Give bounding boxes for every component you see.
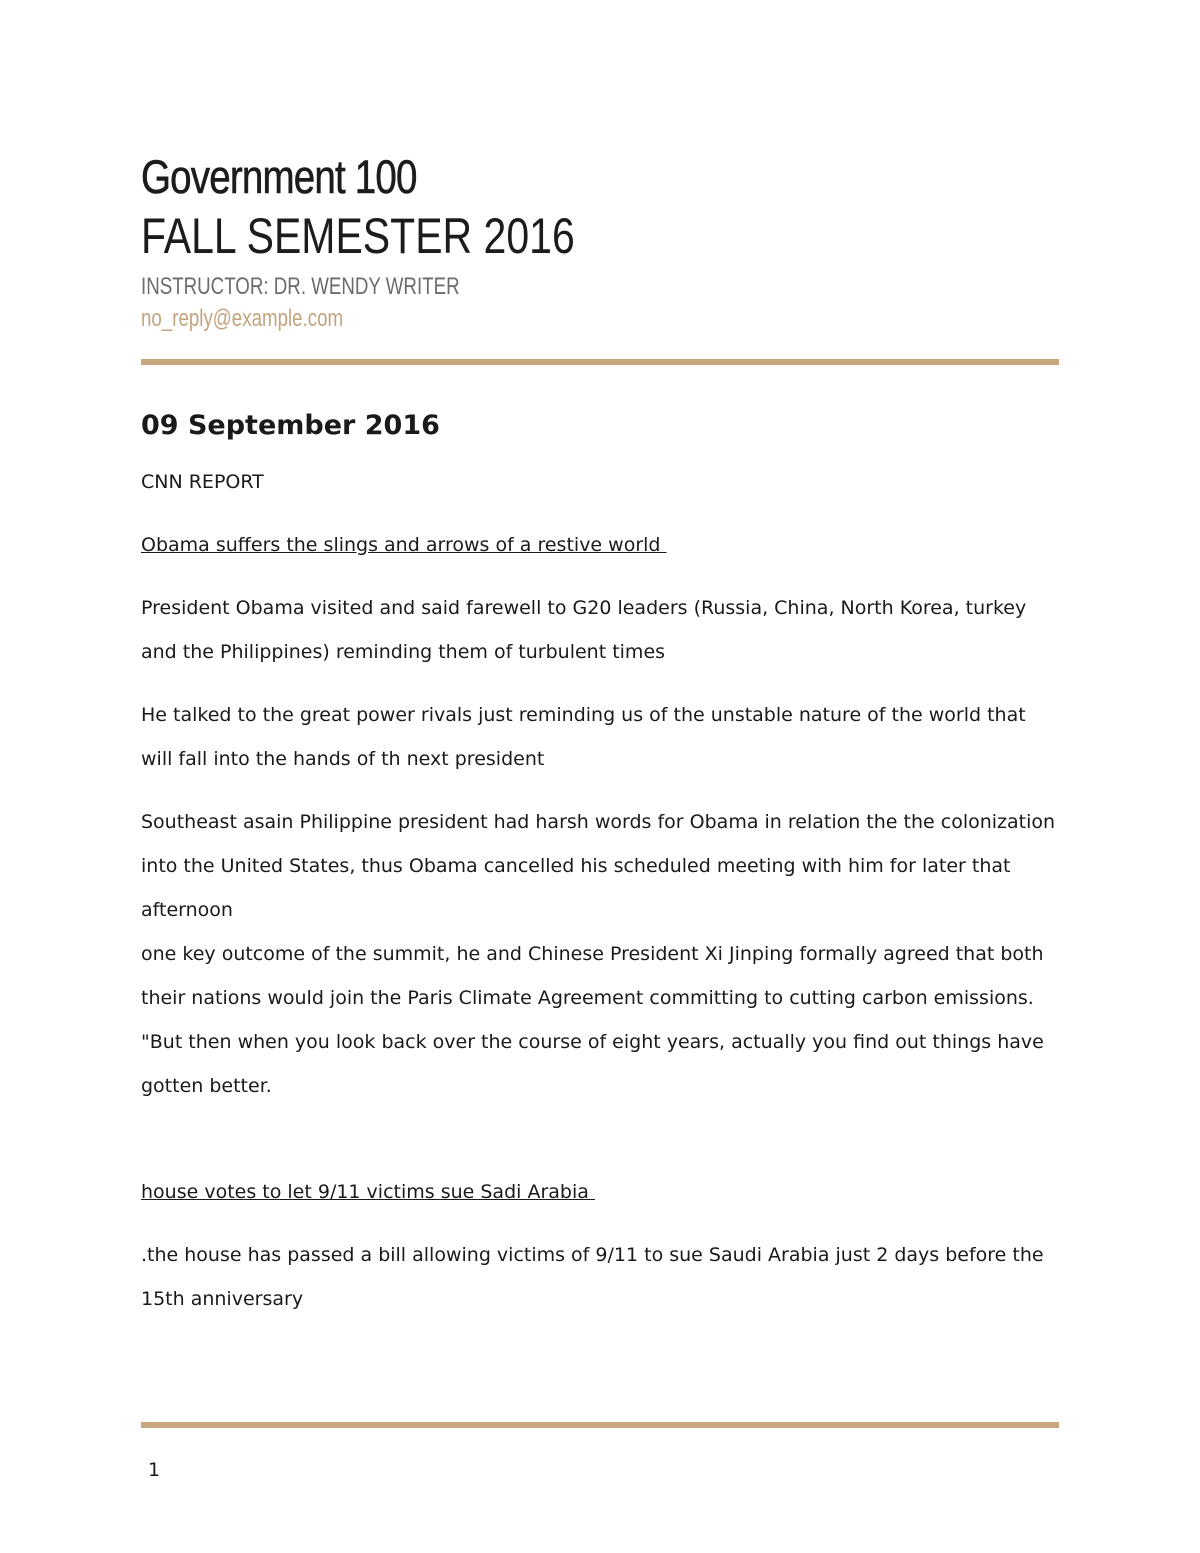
source-label: CNN REPORT bbox=[141, 471, 264, 493]
date-heading: 09 September 2016 bbox=[141, 410, 440, 441]
semester-title: FALL SEMESTER 2016 bbox=[141, 208, 575, 264]
article-headline: Obama suffers the slings and arrows of a restive world bbox=[141, 534, 667, 556]
article-paragraph: .the house has passed a bill allowing victims of 9/11 to sue Saudi Arabia just 2 days before the 15th anniversary bbox=[141, 1244, 1044, 1310]
footer-divider bbox=[141, 1422, 1059, 1428]
instructor-name: INSTRUCTOR: DR. WENDY WRITER bbox=[141, 273, 460, 300]
header-divider bbox=[141, 359, 1059, 365]
article-paragraph: He talked to the great power rivals just reminding us of the unstable nature of the world that will fall into the hands of th next president bbox=[141, 704, 1026, 770]
page-number: 1 bbox=[148, 1459, 161, 1481]
article-headline: house votes to let 9/11 victims sue Sadi Arabia bbox=[141, 1181, 595, 1203]
document-header bbox=[141, 148, 1059, 336]
instructor-email: no_reply@example.com bbox=[141, 305, 344, 332]
article-paragraph: "But then when you look back over the course of eight years, actually you find out things have gotten better. bbox=[141, 1031, 1044, 1097]
article-paragraph: one key outcome of the summit, he and Chinese President Xi Jinping formally agreed that both their nations would join the Paris Climate Agreement committing to cutting carbon emissions. bbox=[141, 943, 1044, 1009]
article-paragraph: Southeast asain Philippine president had harsh words for Obama in relation the the colonization into the United States, thus Obama cancelled his scheduled meeting with him for later that afternoon bbox=[141, 811, 1056, 921]
course-title: Government 100 bbox=[141, 150, 417, 203]
document-body bbox=[141, 404, 1059, 1321]
article-paragraph: President Obama visited and said farewell to G20 leaders (Russia, China, North Korea, turkey and the Philippines) reminding them of turbulent times bbox=[141, 597, 1027, 663]
